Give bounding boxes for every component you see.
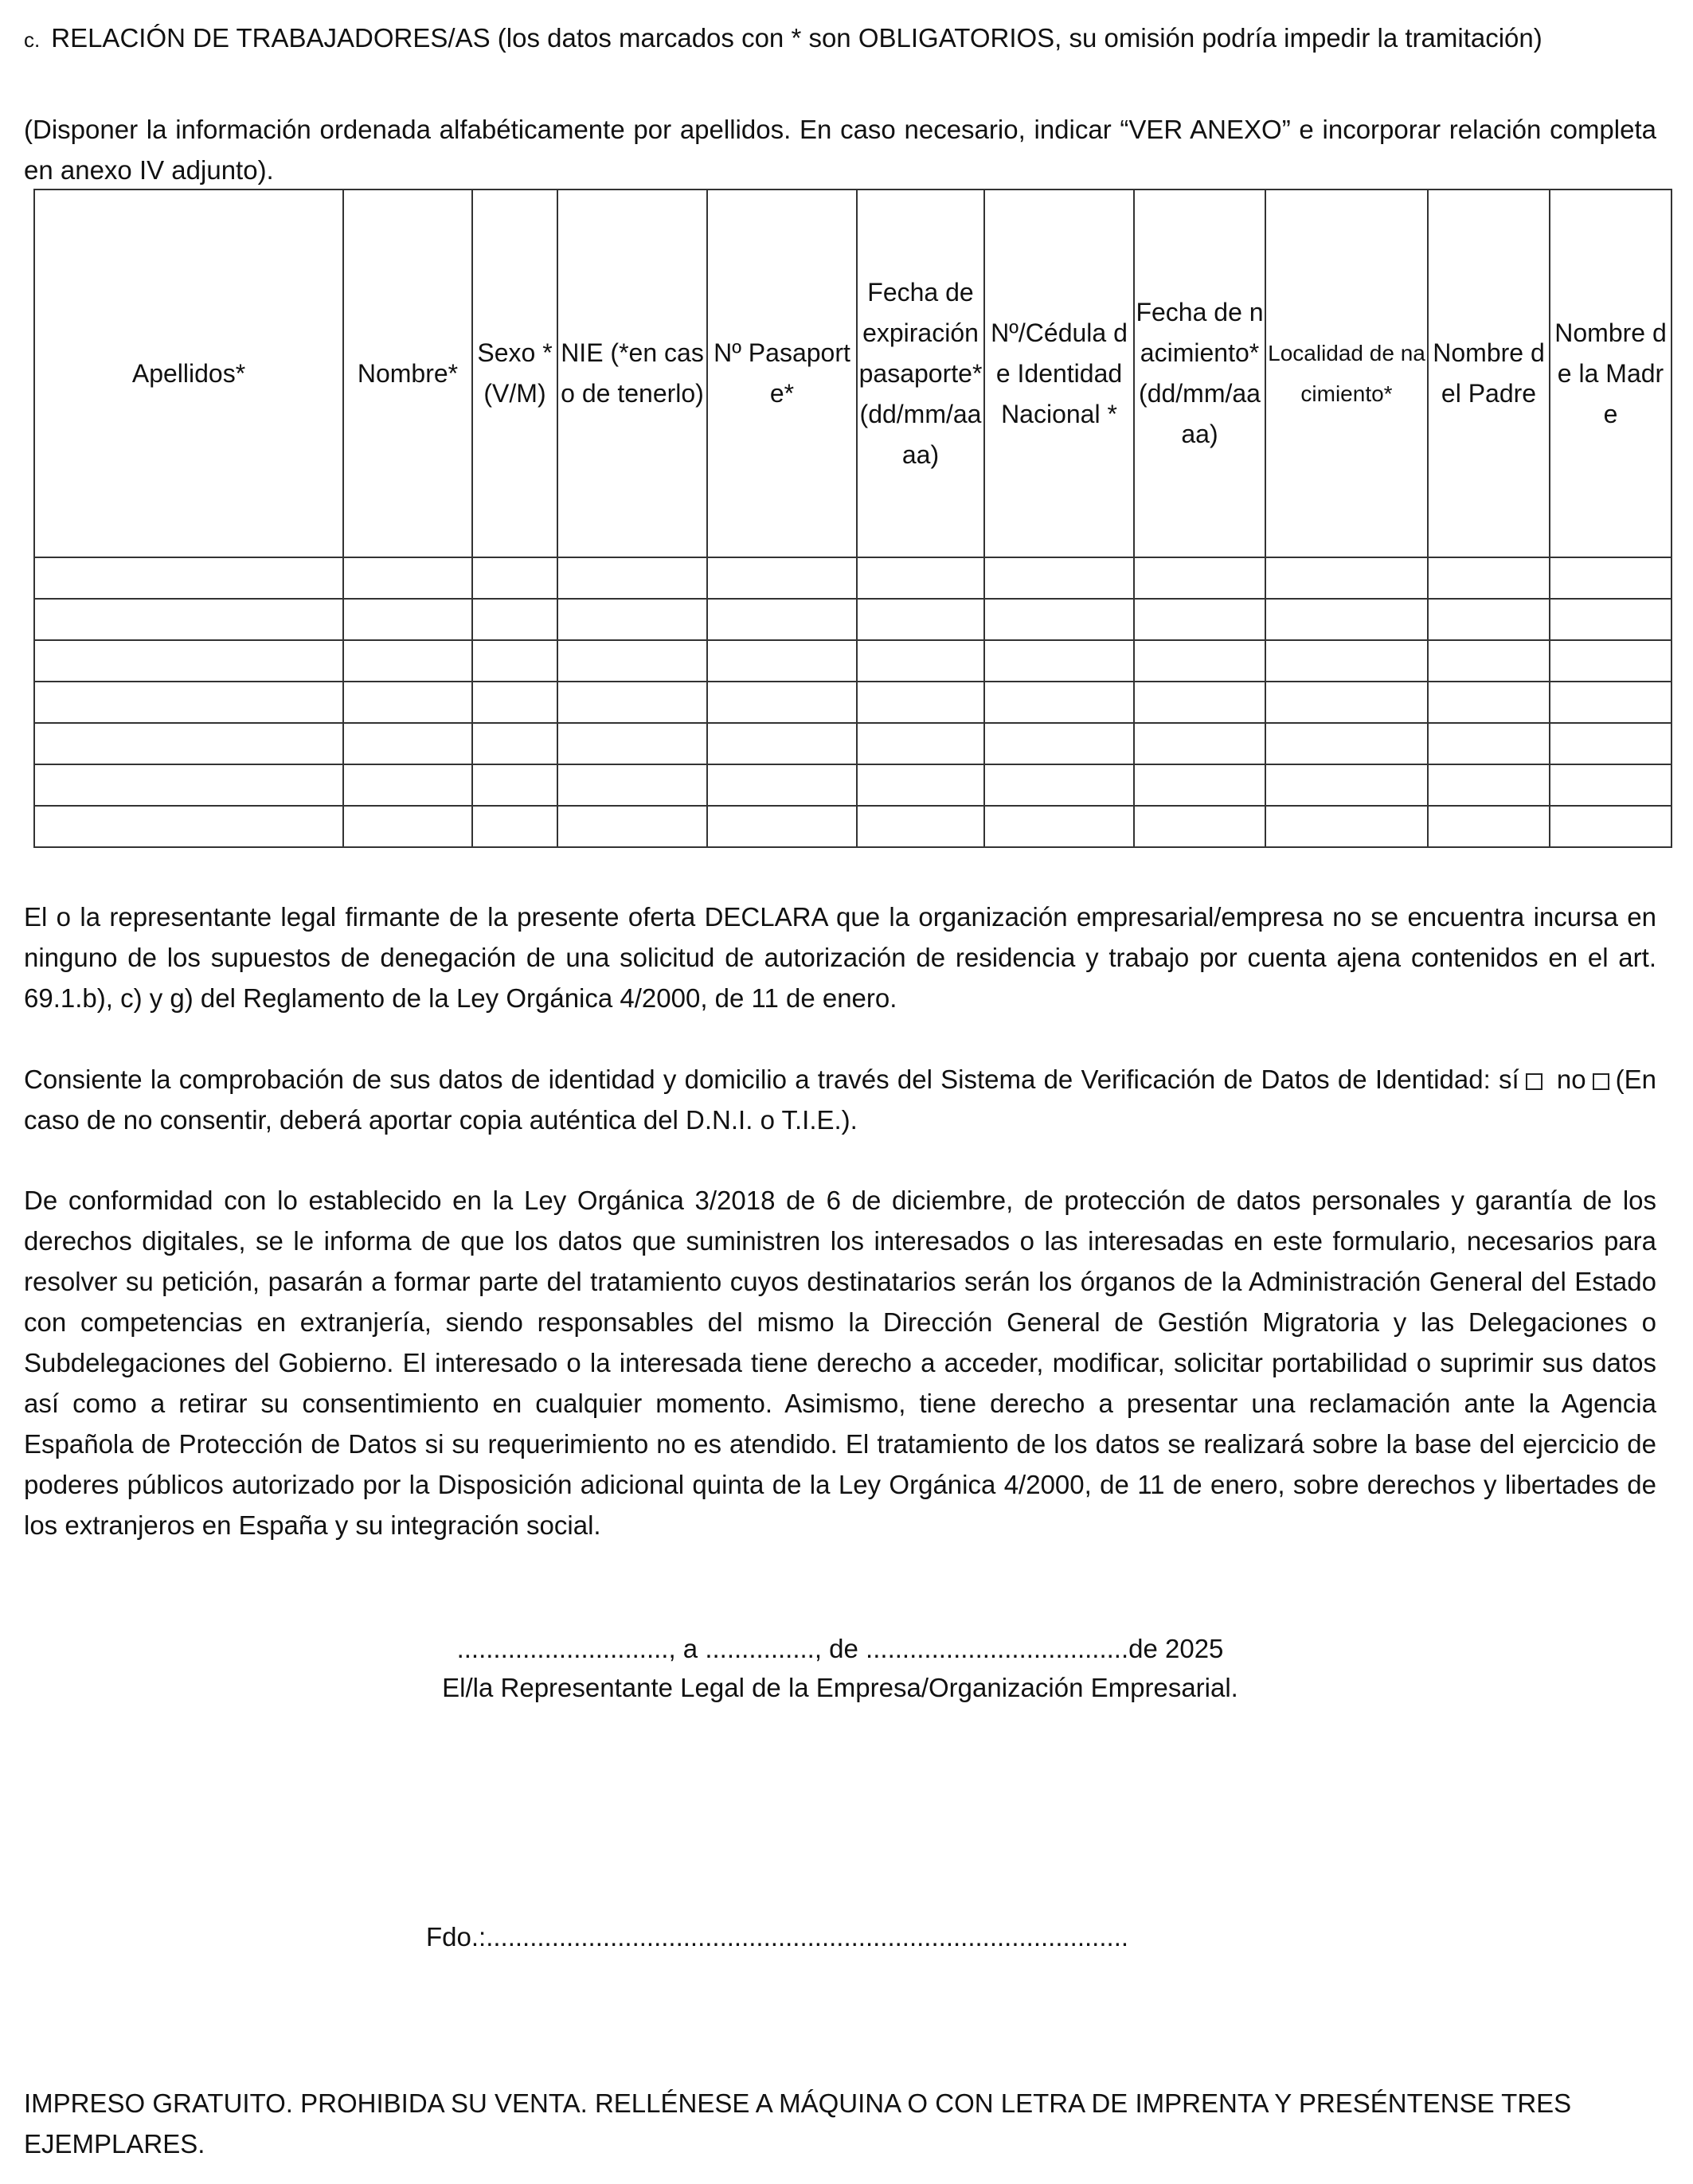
table-row <box>34 806 1671 847</box>
workers-table <box>33 189 1672 848</box>
table-cell[interactable] <box>1428 557 1550 599</box>
column-header: Apellidos* <box>34 189 343 557</box>
column-header: Nombre de la Madre <box>1550 189 1671 557</box>
table-cell[interactable] <box>1134 723 1265 764</box>
table-cell[interactable] <box>472 764 557 806</box>
consent-no-checkbox[interactable] <box>1593 1073 1609 1090</box>
table-cell[interactable] <box>857 723 984 764</box>
table-cell[interactable] <box>34 764 343 806</box>
table-cell[interactable] <box>557 599 707 640</box>
table-cell[interactable] <box>1428 806 1550 847</box>
section-title: RELACIÓN DE TRABAJADORES/AS (los datos marcados con * son OBLIGATORIOS, su omisión podría impedir la tramitación) <box>51 23 1542 53</box>
consent-yes-checkbox[interactable] <box>1526 1073 1542 1090</box>
date-line[interactable]: ............................., a ..............., de ....................................de 2025 <box>456 1634 1224 1663</box>
column-header: Nº Pasaporte* <box>707 189 857 557</box>
table-row <box>34 557 1671 599</box>
table-cell[interactable] <box>1134 764 1265 806</box>
column-header: Localidad de nacimiento* <box>1265 189 1428 557</box>
column-header: Nº/Cédula de Identidad Nacional * <box>984 189 1134 557</box>
table-row <box>34 640 1671 682</box>
table-cell[interactable] <box>34 682 343 723</box>
table-cell[interactable] <box>984 764 1134 806</box>
table-cell[interactable] <box>34 723 343 764</box>
table-cell[interactable] <box>1428 599 1550 640</box>
table-cell[interactable] <box>984 640 1134 682</box>
table-cell[interactable] <box>984 806 1134 847</box>
table-cell[interactable] <box>1134 806 1265 847</box>
section-heading <box>24 18 1656 61</box>
table-cell[interactable] <box>857 599 984 640</box>
table-cell[interactable] <box>1265 557 1428 599</box>
privacy-paragraph: De conformidad con lo establecido en la Ley Orgánica 3/2018 de 6 de diciembre, de protección de datos personales y garantía de los derechos digitales, se le informa de que los datos que suministren los interesados o las interesadas en este formulario, necesarios para resolver su petición, pasarán a formar parte del tratamiento cuyos destinatarios serán los órganos de la Administración General del Estado con competencias en extranjería, siendo responsables del mismo la Dirección General de Gestión Migratoria y las Delegaciones o Subdelegaciones del Gobierno. El interesado o la interesada tiene derecho a acceder, modificar, solicitar portabilidad o suprimir sus datos así como a retirar su consentimiento en cualquier momento. Asimismo, tiene derecho a presentar una reclamación ante la Agencia Española de Protección de Datos si su requerimiento no es atendido. El tratamiento de los datos se realizará sobre la base del ejercicio de poderes públicos autorizado por la Disposición adicional quinta de la Ley Orgánica 4/2000, de 11 de enero, sobre derechos y libertades de los extranjeros en España y su integración social. <box>24 1186 1656 1540</box>
table-row <box>34 682 1671 723</box>
consent-yes-label: sí <box>1499 1065 1519 1094</box>
table-cell[interactable] <box>557 806 707 847</box>
table-cell[interactable] <box>472 806 557 847</box>
section-instruction: (Disponer la información ordenada alfabéticamente por apellidos. En caso necesario, indicar “VER ANEXO” e incorporar relación completa en anexo IV adjunto). <box>24 115 1656 185</box>
table-row <box>34 599 1671 640</box>
table-cell[interactable] <box>343 599 472 640</box>
table-cell[interactable] <box>557 557 707 599</box>
table-cell[interactable] <box>1265 806 1428 847</box>
table-cell[interactable] <box>1265 723 1428 764</box>
table-cell[interactable] <box>472 640 557 682</box>
table-cell[interactable] <box>984 723 1134 764</box>
table-cell[interactable] <box>984 682 1134 723</box>
table-cell[interactable] <box>1428 764 1550 806</box>
table-cell[interactable] <box>343 640 472 682</box>
table-cell[interactable] <box>857 640 984 682</box>
table-cell[interactable] <box>707 640 857 682</box>
table-cell[interactable] <box>343 723 472 764</box>
table-cell[interactable] <box>857 764 984 806</box>
signature-line[interactable]: Fdo.:........................................................................................ <box>426 1922 1129 1952</box>
table-cell[interactable] <box>1134 682 1265 723</box>
table-cell[interactable] <box>1265 764 1428 806</box>
table-cell[interactable] <box>1134 640 1265 682</box>
table-cell[interactable] <box>34 806 343 847</box>
table-cell[interactable] <box>34 557 343 599</box>
table-cell[interactable] <box>343 806 472 847</box>
table-cell[interactable] <box>1550 640 1671 682</box>
table-cell[interactable] <box>707 599 857 640</box>
table-cell[interactable] <box>1550 723 1671 764</box>
table-cell[interactable] <box>1134 599 1265 640</box>
table-cell[interactable] <box>1550 557 1671 599</box>
table-cell[interactable] <box>472 723 557 764</box>
table-cell[interactable] <box>1550 599 1671 640</box>
table-cell[interactable] <box>557 682 707 723</box>
table-cell[interactable] <box>1428 723 1550 764</box>
table-cell[interactable] <box>1134 557 1265 599</box>
table-cell[interactable] <box>1265 682 1428 723</box>
table-cell[interactable] <box>343 557 472 599</box>
column-header: Nombre* <box>343 189 472 557</box>
table-cell[interactable] <box>34 640 343 682</box>
table-cell[interactable] <box>557 764 707 806</box>
declaration-paragraph: El o la representante legal firmante de la presente oferta DECLARA que la organización empresarial/empresa no se encuentra incursa en ninguno de los supuestos de denegación de una solicitud de autorización de residencia y trabajo por cuenta ajena contenidos en el art. 69.1.b), c) y g) del Reglamento de la Ley Orgánica 4/2000, de 11 de enero. <box>24 902 1656 1013</box>
table-cell[interactable] <box>34 599 343 640</box>
table-cell[interactable] <box>1265 640 1428 682</box>
consent-paragraph <box>24 1059 1656 1140</box>
table-cell[interactable] <box>857 557 984 599</box>
footer-notice: IMPRESO GRATUITO. PROHIBIDA SU VENTA. RELLÉNESE A MÁQUINA O CON LETRA DE IMPRENTA Y PRESÉNTENSE TRES EJEMPLARES. <box>24 2088 1572 2159</box>
table-cell[interactable] <box>1428 682 1550 723</box>
column-header: NIE (*en caso de tenerlo) <box>557 189 707 557</box>
table-cell[interactable] <box>984 599 1134 640</box>
table-cell[interactable] <box>1550 806 1671 847</box>
column-header: Nombre del Padre <box>1428 189 1550 557</box>
table-cell[interactable] <box>1428 640 1550 682</box>
table-row <box>34 723 1671 764</box>
table-cell[interactable] <box>984 557 1134 599</box>
table-cell[interactable] <box>557 640 707 682</box>
table-cell[interactable] <box>343 764 472 806</box>
table-cell[interactable] <box>557 723 707 764</box>
table-cell[interactable] <box>472 557 557 599</box>
table-cell[interactable] <box>857 682 984 723</box>
column-header: Fecha de nacimiento* (dd/mm/aaaa) <box>1134 189 1265 557</box>
consent-no-label: no <box>1556 1065 1586 1094</box>
consent-note: (En caso de no consentir, deberá aportar copia auténtica del D.N.I. o T.I.E.). <box>24 1065 1656 1135</box>
table-cell[interactable] <box>707 723 857 764</box>
table-cell[interactable] <box>343 682 472 723</box>
column-header: Sexo * (V/M) <box>472 189 557 557</box>
column-header: Fecha de expiración pasaporte* (dd/mm/aaaa) <box>857 189 984 557</box>
table-cell[interactable] <box>707 806 857 847</box>
table-cell[interactable] <box>472 599 557 640</box>
signer-role: El/la Representante Legal de la Empresa/Organización Empresarial. <box>442 1673 1238 1702</box>
table-cell[interactable] <box>707 557 857 599</box>
section-letter: c. <box>24 28 41 52</box>
table-cell[interactable] <box>1550 764 1671 806</box>
table-cell[interactable] <box>707 764 857 806</box>
table-row <box>34 764 1671 806</box>
table-cell[interactable] <box>707 682 857 723</box>
table-cell[interactable] <box>857 806 984 847</box>
table-cell[interactable] <box>1550 682 1671 723</box>
table-cell[interactable] <box>472 682 557 723</box>
consent-text: Consiente la comprobación de sus datos de identidad y domicilio a través del Sistema de Verificación de Datos de Identidad: <box>24 1065 1491 1094</box>
table-cell[interactable] <box>1265 599 1428 640</box>
